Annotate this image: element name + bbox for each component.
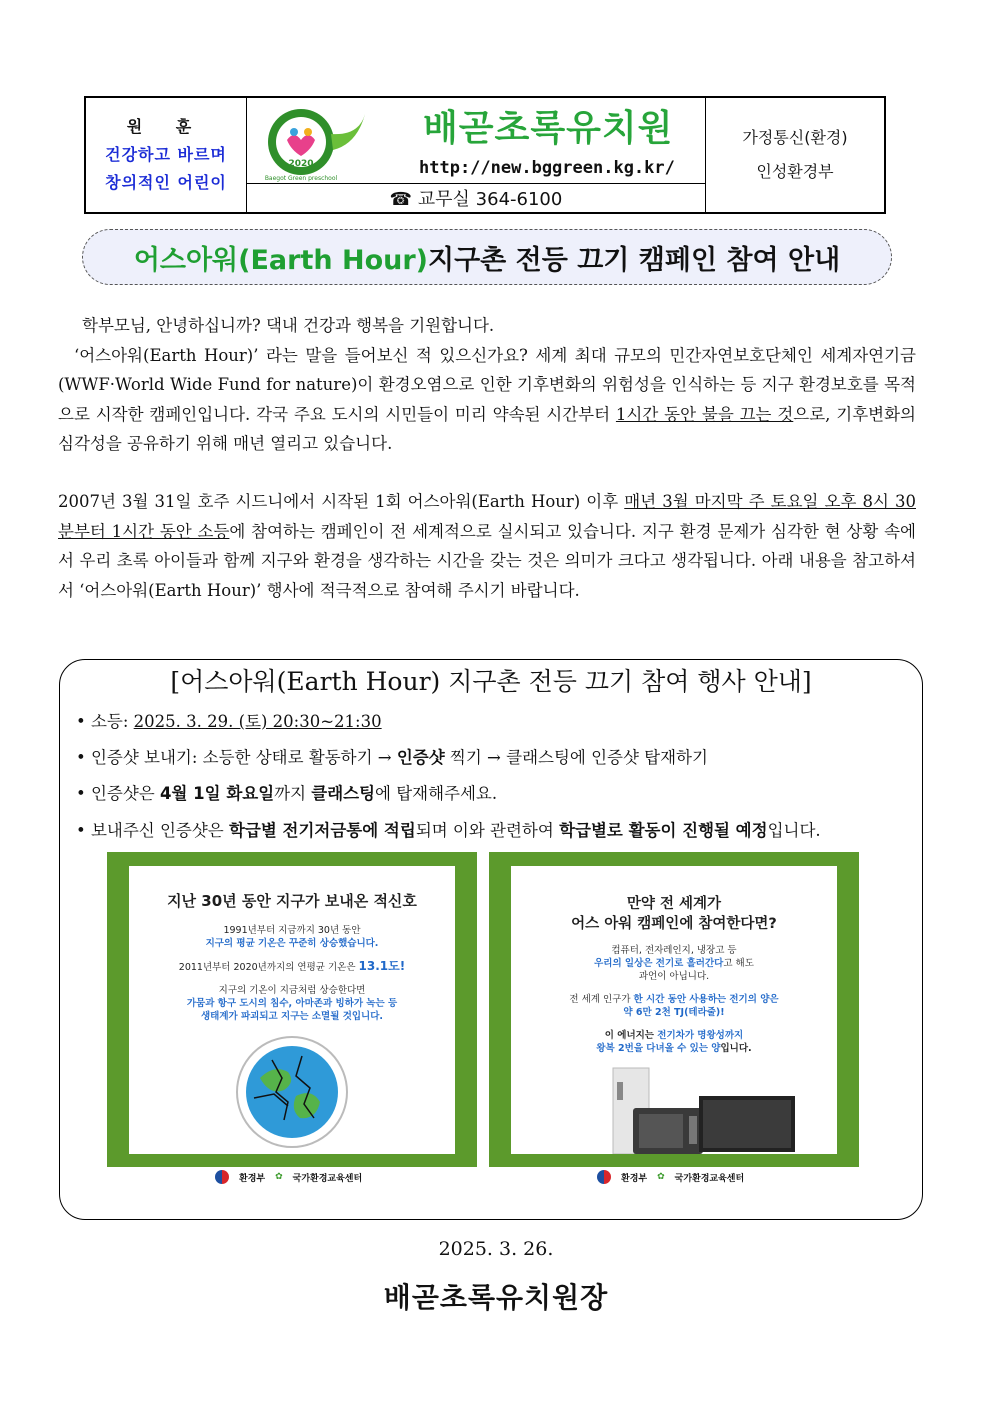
school-cell bbox=[247, 98, 706, 212]
ministry-logo-icon bbox=[215, 1170, 229, 1184]
school-name: 배곧초록유치원 bbox=[423, 108, 674, 149]
school-logo bbox=[261, 104, 369, 182]
poster1-line: 지구의 기온이 지금처럼 상승한다면 bbox=[218, 985, 366, 996]
bullet-lights-off: • 소등: 2025. 3. 29. (토) 20:30~21:30 bbox=[76, 712, 382, 731]
poster2-line: 과언이 아닙니다. bbox=[638, 971, 710, 982]
signature: 배곧초록유치원장 bbox=[383, 1281, 609, 1314]
svg-text:Baegot Green preschool: Baegot Green preschool bbox=[264, 175, 338, 182]
poster2-line: 컴퓨터, 전자레인지, 냉장고 등 bbox=[611, 945, 737, 956]
poster1-credits: 환경부 ✿ 국가환경교육센터 bbox=[215, 1170, 362, 1184]
poster1-line: 2011년부터 2020년까지의 연평균 기온은 13.1도! bbox=[178, 959, 406, 973]
leaf-icon: ✿ bbox=[275, 1172, 283, 1182]
bullet-deadline: • 인증샷은 4월 1일 화요일까지 클래스팅에 탑재해주세요. bbox=[76, 784, 498, 803]
leaf-icon: ✿ bbox=[657, 1172, 665, 1182]
issue-date: 2025. 3. 26. bbox=[438, 1238, 554, 1260]
event-box-title: [어스아워(Earth Hour) 지구촌 전등 끄기 참여 행사 안내] bbox=[170, 667, 812, 696]
poster1-line: 생태계가 파괴되고 지구는 소멸될 것입니다. bbox=[200, 1011, 384, 1022]
title-rest: 지구촌 전등 끄기 캠페인 참여 안내 bbox=[428, 244, 841, 276]
poster2-line: 왕복 2번을 다녀올 수 있는 양입니다. bbox=[596, 1043, 752, 1054]
poster-if-world-joins bbox=[489, 852, 859, 1167]
poster2-line: 약 6만 2천 TJ(테라줄)! bbox=[623, 1007, 725, 1018]
school-url[interactable]: http://new.bggreen.kg.kr/ bbox=[419, 158, 675, 178]
event-info-box bbox=[59, 659, 923, 1220]
poster2-credits: 환경부 ✿ 국가환경교육센터 bbox=[597, 1170, 744, 1184]
notice-category: 가정통신(환경) bbox=[742, 128, 848, 147]
intro-paragraph-2: 2007년 3월 31일 호주 시드니에서 시작된 1회 어스아워(Earth Hour) 이후 매년 3월 마지막 주 토요일 오후 8시 30분부터 1시간 동안 소등에 참여하는 캠페인이 전 세계적으로 실시되고 있습니다. 지구 환경 문제가 심각한 현 상황 속에서 우리 초록 아이들과 함께 지구와 환경을 생각하는 시간을 갖는 것은 의미가 크다고 생각됩니다. 아래 내용을 참고하셔서 ‘어스아워(Earth Hour)’ 행사에 적극적으로 참여해 주시기 바랍니다. bbox=[58, 492, 916, 600]
phone-number: ☎ 교무실 364-6100 bbox=[389, 189, 563, 210]
poster1-heading: 지난 30년 동안 지구가 보내온 적신호 bbox=[167, 892, 417, 910]
poster1-line: 1991년부터 지금까지 30년 동안 bbox=[223, 925, 361, 936]
poster2-line: 이 에너지는 전기차가 명왕성까지 bbox=[604, 1030, 744, 1041]
motto-line-1: 건강하고 바르며 bbox=[105, 145, 227, 164]
poster1-line: 지구의 평균 기온은 꾸준히 상승했습니다. bbox=[205, 938, 379, 949]
appliances-illustration bbox=[607, 1062, 797, 1154]
bullet-class-activity: • 보내주신 인증샷은 학급별 전기저금통에 적립되며 이와 관련하여 학급별로 활동이 진행될 예정입니다. bbox=[76, 821, 821, 840]
title-highlight: 어스아워(Earth Hour) bbox=[133, 244, 429, 276]
letterhead-table bbox=[84, 96, 886, 214]
motto-line-2: 창의적인 어린이 bbox=[105, 173, 227, 192]
poster1-line: 가뭄과 항구 도시의 침수, 아마존과 빙하가 녹는 등 bbox=[186, 998, 398, 1009]
bullet-send-photo: • 인증샷 보내기: 소등한 상태로 활동하기 → 인증샷 찍기 → 클래스팅에 인증샷 탑재하기 bbox=[76, 748, 708, 767]
motto-cell bbox=[86, 98, 247, 212]
intro-section bbox=[58, 311, 916, 459]
ministry-logo-icon bbox=[597, 1170, 611, 1184]
poster2-heading-1: 만약 전 세계가 bbox=[626, 896, 722, 912]
department: 인성환경부 bbox=[756, 162, 834, 181]
category-cell bbox=[706, 98, 884, 212]
cracked-earth-illustration bbox=[232, 1030, 352, 1150]
title-banner bbox=[82, 229, 892, 285]
poster2-line: 전 세계 인구가 한 시간 동안 사용하는 전기의 양은 bbox=[569, 994, 779, 1005]
poster2-heading-2: 어스 아워 캠페인에 참여한다면? bbox=[571, 916, 777, 932]
poster2-line: 우리의 일상은 전기로 흘러간다고 해도 bbox=[594, 958, 754, 969]
motto-label: 원 훈 bbox=[126, 117, 206, 136]
svg-text:2020: 2020 bbox=[288, 159, 314, 169]
poster-red-signal bbox=[107, 852, 477, 1167]
intro-paragraph-1: ‘어스아워(Earth Hour)’ 라는 말을 들어보신 적 있으신가요? 세계 최대 규모의 민간자연보호단체인 세계자연기금(WWF·World Wide Fund for nature)이 환경오염으로 인한 기후변화의 위험성을 인식하는 등 지구 환경보호를 목적으로 시작한 캠페인입니다. 각국 주요 도시의 시민들이 미리 약속된 시간부터 1시간 동안 불을 끄는 것으로, 기후변화의 심각성을 공유하기 위해 매년 열리고 있습니다. bbox=[58, 345, 916, 453]
greeting: 학부모님, 안녕하십니까? 댁내 건강과 행복을 기원합니다. bbox=[82, 316, 495, 335]
